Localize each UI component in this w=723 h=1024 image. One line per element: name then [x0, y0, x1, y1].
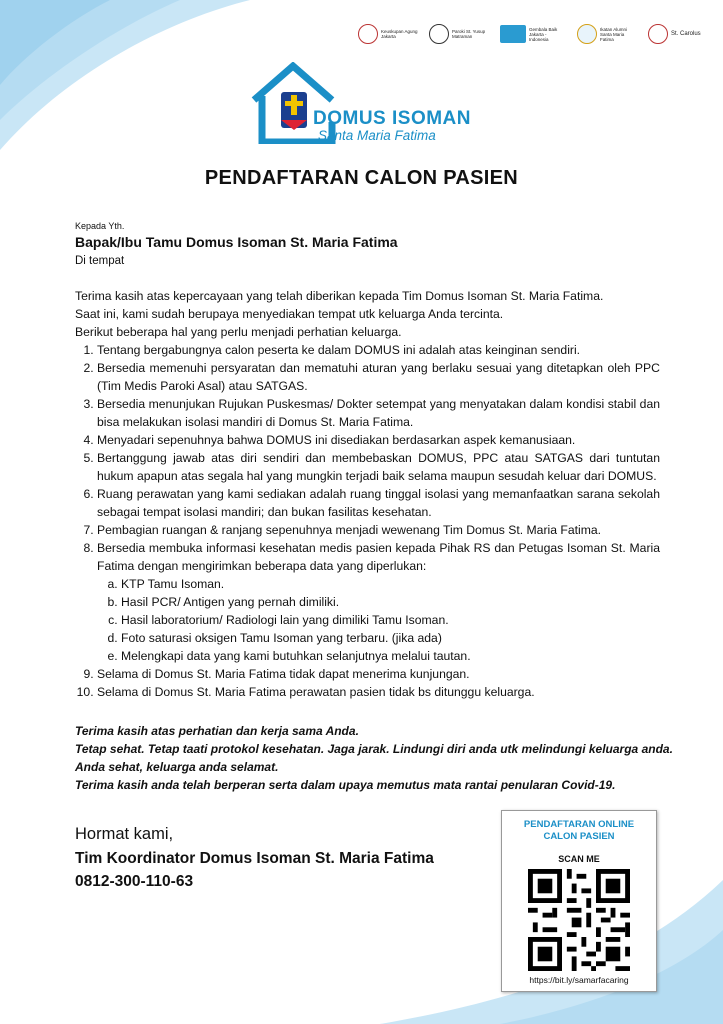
list-item: 3. Bersedia menunjukan Rujukan Puskesmas/ Dokter setempat yang menyatakan dalam kondisi stabil dan bisa melakukan isolasi mandiri di Domus St. Maria Fatima.	[97, 395, 660, 431]
sublist-item: e. Melengkapi data yang kami butuhkan selanjutnya melalui tautan.	[121, 647, 660, 665]
list-item: 7. Pembagian ruangan & ranjang sepenuhnya menjadi wewenang Tim Domus St. Maria Fatima.	[97, 521, 660, 539]
list-item-text: Bersedia membuka informasi kesehatan medis pasien kepada Pihak RS dan Petugas Isoman St. Maria Fatima dengan mengirimkan beberapa data yang diperlukan:	[97, 541, 660, 573]
partner-logos	[358, 24, 701, 44]
qr-title-line: PENDAFTARAN ONLINE	[523, 819, 635, 830]
list-item	[97, 539, 660, 665]
partner-logo-carolus	[648, 24, 701, 44]
list-item: 4. Menyadari sepenuhnya bahwa DOMUS ini disediakan berdasarkan aspek kemanusiaan.	[97, 431, 660, 449]
qr-code-icon[interactable]	[528, 869, 630, 971]
list-item: 5. Bertanggung jawab atas diri sendiri dan membebaskan DOMUS, PPC atau SATGAS dari tuntutan hukum apapun atas segala hal yang mungkin terjadi baik selama maupun sesudah keluar dari DOMUS.	[97, 449, 660, 485]
location-line: Di tempat	[75, 255, 125, 267]
partner-logo-kaj	[358, 24, 419, 44]
partner-logo-gembala	[500, 25, 567, 43]
page-title: PENDAFTARAN CALON PASIEN	[204, 167, 519, 189]
gembala-logo-icon	[500, 25, 526, 43]
logo-title: DOMUS ISOMAN	[313, 108, 471, 129]
list-item: 10. Selama di Domus St. Maria Fatima perawatan pasien tidak bs ditunggu keluarga.	[97, 683, 660, 701]
intro-line: Terima kasih atas kepercayaan yang telah diberikan kepada Tim Domus Isoman St. Maria Fatima.	[75, 289, 604, 303]
scan-me-label: SCAN ME	[558, 854, 600, 864]
team-name: Tim Koordinator Domus Isoman St. Maria Fatima	[75, 850, 434, 867]
requirements-list	[75, 341, 660, 701]
addressee: Bapak/Ibu Tamu Domus Isoman St. Maria Fatima	[75, 234, 398, 250]
sign-off: Hormat kami,	[75, 825, 174, 843]
qr-url-link[interactable]: https://bit.ly/samarfacaring	[529, 975, 629, 985]
list-item: 2. Bersedia memenuhi persyaratan dan mematuhi aturan yang berlaku sesuai yang ditetapkan oleh PPC (Tim Medis Paroki Asal) atau SATGAS.	[97, 359, 660, 395]
sublist-item: d. Foto saturasi oksigen Tamu Isoman yang terbaru. (jika ada)	[121, 629, 660, 647]
paroki-logo-icon	[429, 24, 449, 44]
partner-logo-ikatan-alumni	[577, 24, 638, 44]
partner-name: St. Carolus	[671, 30, 701, 37]
intro-line: Saat ini, kami sudah berupaya menyediakan tempat utk keluarga Anda tercinta.	[75, 307, 504, 321]
sublist-item: c. Hasil laboratorium/ Radiologi lain yang dimiliki Tamu Isoman.	[121, 611, 660, 629]
partner-name: Keuskupan Agung Jakarta	[381, 29, 418, 39]
partner-logo-paroki	[429, 24, 490, 44]
carolus-logo-icon	[648, 24, 668, 44]
salutation: Kepada Yth.	[75, 221, 125, 231]
qr-registration-card[interactable]	[501, 810, 657, 992]
list-item: 1. Tentang bergabungnya calon peserta ke dalam DOMUS ini adalah atas keinginan sendiri.	[97, 341, 660, 359]
qr-title-line: CALON PASIEN	[543, 831, 615, 842]
data-sublist	[97, 575, 660, 665]
closing-line: Terima kasih atas perhatian dan kerja sama Anda.	[75, 724, 359, 738]
list-item: 6. Ruang perawatan yang kami sediakan adalah ruang tinggal isolasi yang memanfaatkan sarana sekolah sebagai tempat isolasi mandiri; dan bukan fasilitas kesehatan.	[97, 485, 660, 521]
sublist-item: a. KTP Tamu Isoman.	[121, 575, 660, 593]
partner-name: Gembala Baik Jakarta - Indonesia	[529, 26, 558, 42]
partner-name: Paroki St. Yusup Matraman	[452, 29, 486, 39]
sublist-item: b. Hasil PCR/ Antigen yang pernah dimiliki.	[121, 593, 660, 611]
letter-body	[75, 287, 660, 701]
logo-subtitle: Santa Maria Fatima	[318, 128, 436, 143]
closing-line: Tetap sehat. Tetap taati protokol kesehatan. Jaga jarak. Lindungi diri anda utk melindungi keluarga anda. Anda sehat, keluarga anda selamat.	[75, 742, 673, 774]
qr-title	[502, 819, 656, 843]
partner-name: Ikatan Alumni Santa Maria Fatima	[600, 26, 628, 42]
intro-line: Berikut beberapa hal yang perlu menjadi perhatian keluarga.	[75, 325, 402, 339]
kaj-logo-icon	[358, 24, 378, 44]
alumni-logo-icon	[577, 24, 597, 44]
list-item: 9. Selama di Domus St. Maria Fatima tidak dapat menerima kunjungan.	[97, 665, 660, 683]
contact-phone: 0812-300-110-63	[75, 873, 194, 890]
closing-message	[75, 722, 675, 794]
closing-line: Terima kasih anda telah berperan serta dalam upaya memutus mata rantai penularan Covid-19.	[75, 778, 616, 792]
